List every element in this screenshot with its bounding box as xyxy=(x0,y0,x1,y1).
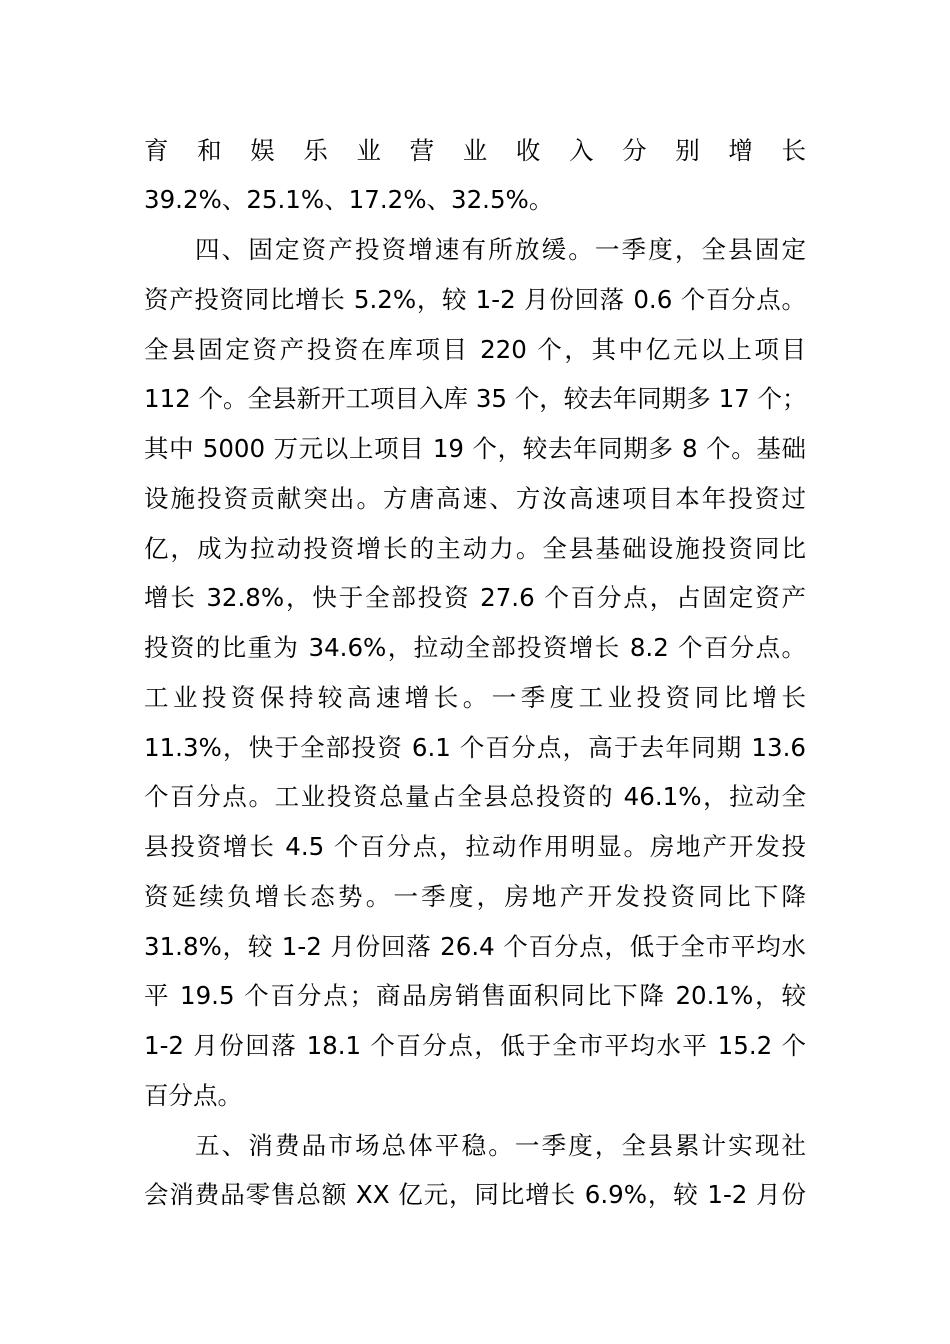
text-char: 入 xyxy=(569,136,594,165)
text-char: 收 xyxy=(515,136,541,165)
text-char: 育 xyxy=(144,136,169,165)
text-line-4: 资产投资同比增长 5.2%，较 1-2 月份回落 0.6 个百分点。 xyxy=(144,285,806,314)
text-char: 别 xyxy=(675,136,700,165)
text-char: 营 xyxy=(409,136,435,165)
text-char: 分 xyxy=(622,136,647,165)
text-line-11: 投资的比重为 34.6%，拉动全部投资增长 8.2 个百分点。 xyxy=(144,633,806,662)
text-line-22: 会消费品零售总额 XX 亿元，同比增长 6.9%，较 1-2 月份 xyxy=(144,1180,806,1209)
text-line-8: 设施投资贡献突出。方唐高速、方汝高速项目本年投资过 xyxy=(144,484,806,513)
text-char: 娱 xyxy=(250,136,275,165)
text-line-9: 亿，成为拉动投资增长的主动力。全县基础设施投资同比 xyxy=(144,534,806,563)
text-line-17: 31.8%，较 1-2 月份回落 26.4 个百分点，低于全市平均水 xyxy=(144,932,806,961)
text-line-5: 全县固定资产投资在库项目 220 个，其中亿元以上项目 xyxy=(144,335,806,364)
text-line-1 xyxy=(144,126,806,176)
text-char: 增 xyxy=(728,136,753,165)
text-line-10: 增长 32.8%，快于全部投资 27.6 个百分点，占固定资产 xyxy=(144,583,806,612)
text-line-13: 11.3%，快于全部投资 6.1 个百分点，高于去年同期 13.6 xyxy=(144,733,806,762)
text-char: 和 xyxy=(197,136,222,165)
text-char: 业 xyxy=(462,136,488,165)
text-char: 乐 xyxy=(303,136,328,165)
text-line-12: 工业投资保持较高速增长。一季度工业投资同比增长 xyxy=(144,683,806,712)
text-line-6: 112 个。全县新开工项目入库 35 个，较去年同期多 17 个； xyxy=(144,384,807,413)
text-char: 业 xyxy=(356,136,381,165)
text-char: 长 xyxy=(781,136,806,165)
text-line-2: 39.2%、25.1%、17.2%、32.5%。 xyxy=(144,185,554,214)
text-line-7: 其中 5000 万元以上项目 19 个，较去年同期多 8 个。基础 xyxy=(144,434,806,463)
text-line-18: 平 19.5 个百分点；商品房销售面积同比下降 20.1%，较 xyxy=(144,981,806,1010)
text-line-14: 个百分点。工业投资总量占全县总投资的 46.1%，拉动全 xyxy=(144,782,806,811)
section-four-heading-line: 四、固定资产投资增速有所放缓。一季度，全县固定 xyxy=(195,235,806,264)
text-line-16: 资延续负增长态势。一季度，房地产开发投资同比下降 xyxy=(144,882,806,911)
text-line-19: 1-2 月份回落 18.1 个百分点，低于全市平均水平 15.2 个 xyxy=(144,1031,806,1060)
text-line-20: 百分点。 xyxy=(144,1081,242,1110)
text-line-15: 县投资增长 4.5 个百分点，拉动作用明显。房地产开发投 xyxy=(144,832,806,861)
section-five-heading-line: 五、消费品市场总体平稳。一季度，全县累计实现社 xyxy=(195,1131,806,1160)
